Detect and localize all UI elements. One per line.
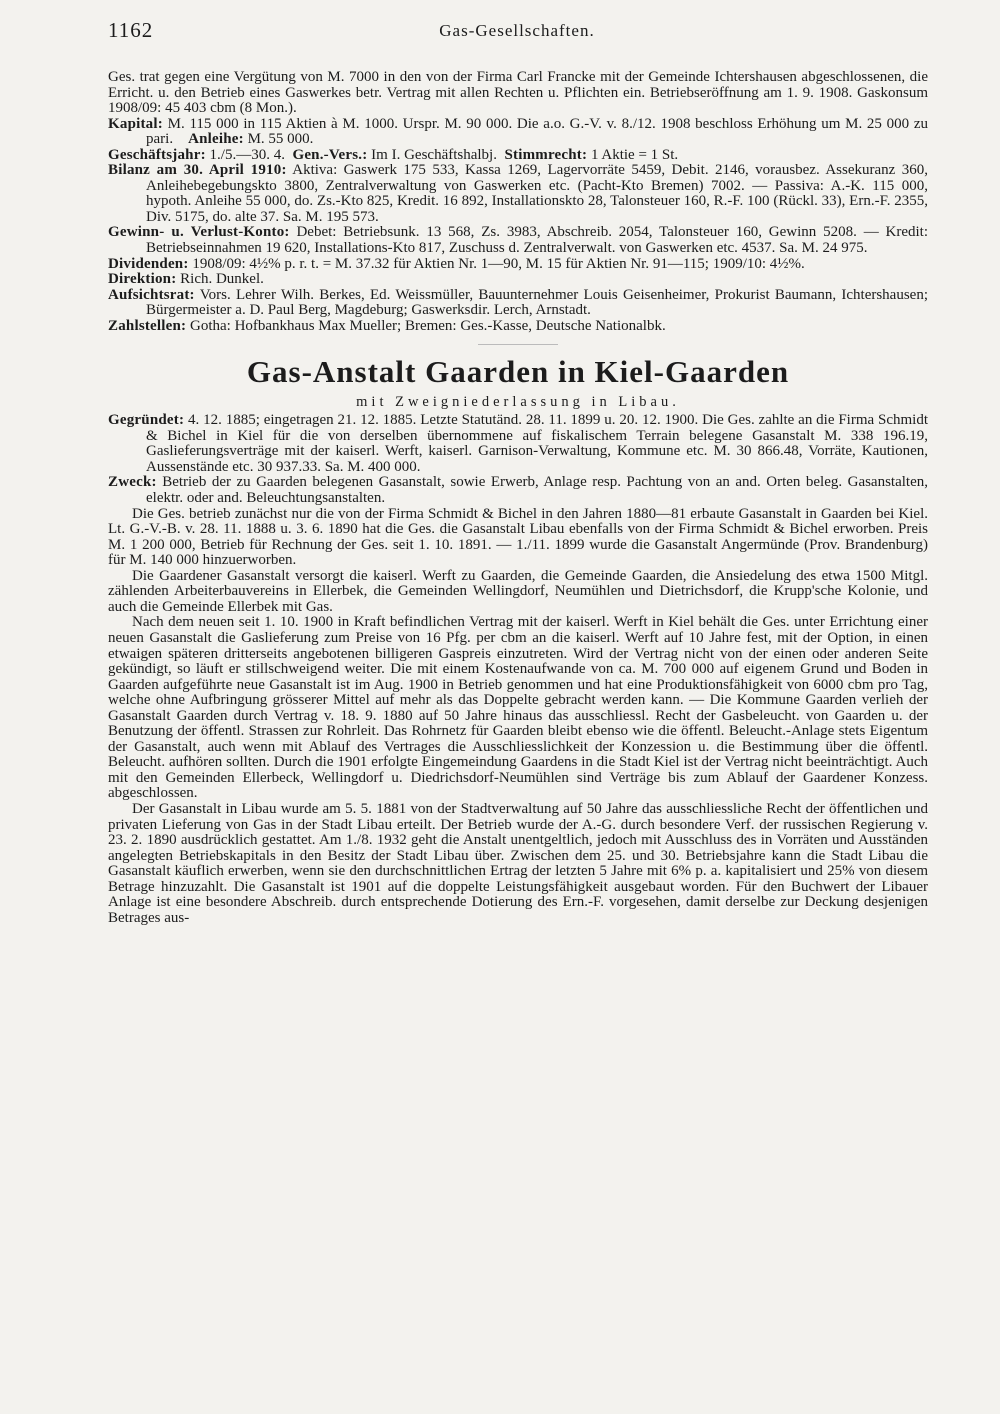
- zs-label: Zahlstellen:: [108, 317, 187, 334]
- gv-label: Gen.-Vers.:: [292, 146, 368, 163]
- running-title: Gas-Gesellschaften.: [439, 21, 595, 40]
- ar-text: Vors. Lehrer Wilh. Berkes, Ed. Weissmüller, Bauunternehmer Louis Geisenheimer, Prokurist Baumann, Ichtershausen; Bürgermeister a. D. Paul Berg, Magdeburg; Gaswerksdir. Lerch, Arnstadt.: [146, 286, 929, 319]
- section1-intro: Ges. trat gegen eine Vergütung von M. 7000 in den von der Firma Carl Francke mit der Gemeinde Ichtershausen abgeschlossenen, die Erricht. u. den Betrieb eines Gaswerkes betr. Vertrag mit allen Rechten u. Pflichten ein. Betriebseröffnung am 1. 9. 1908. Gaskonsum 1908/09: 45 403 cbm (8 Mon.).: [108, 69, 928, 117]
- ar-label: Aufsichtsrat:: [108, 286, 195, 303]
- zahlstellen-paragraph: [108, 319, 928, 335]
- zweck-paragraph: [108, 475, 928, 506]
- direktion-label: Direktion:: [108, 271, 177, 288]
- zweck-text: Betrieb der zu Gaarden belegenen Gasanstalt, sowie Erwerb, Anlage resp. Pachtung von an and. Orten beleg. Gasanstalten, elektr. oder and. Beleuchtungsanstalten.: [146, 474, 928, 507]
- gegr-label: Gegründet:: [108, 412, 185, 429]
- history-paragraph: Die Ges. betrieb zunächst nur die von der Firma Schmidt & Bichel in den Jahren 1880—81 erbaute Gasanstalt in Gaarden bei Kiel. Lt. G.-V.-B. v. 28. 11. 1888 u. 3. 6. 1890 hat die Ges. die Gasanstalt Libau ebenfalls von der Firma Schmidt & Bichel erworben. Preis M. 1 200 000, Betrieb für Rechnung der Ges. seit 1. 10. 1891. — 1./11. 1899 wurde die Gasanstalt Angermünde (Prov. Brandenburg) für M. 140 000 hinzuerworben.: [108, 505, 928, 569]
- page-header: [108, 18, 926, 48]
- section-divider: [478, 344, 558, 345]
- gj-text: 1./5.—30. 4.: [209, 146, 285, 163]
- guv-text: Debet: Betriebsunk. 13 568, Zs. 3983, Abschreib. 2054, Talonsteuer 160, Gewinn 5208. — Kredit: Betriebseinnahmen 19 620, Installations-Kto 817, Zuschuss d. Zentralverwalt. von Gaswerken etc. 4537. Sa. M. 24 975.: [146, 224, 929, 257]
- page-body: [108, 70, 928, 926]
- contract-paragraph: Nach dem neuen seit 1. 10. 1900 in Kraft befindlichen Vertrag mit der kaiserl. Werft in Kiel behält die Ges. unter Errichtung einer neuen Gasanstalt die Gaslieferung zum Preise von 16 Pfg. per cbm an die kaiserl. Werft auf 10 Jahre fest, mit der Option, in einen etwaigen späteren dritterseits angebotenen billigeren Gaspreis einzutreten. Wird der Vertrag nicht von der einen oder anderen Seite gekündigt, so läuft er stillschweigend weiter. Die mit einem Kostenaufwande von ca. M. 700 000 auf eigenem Grund und Boden in Gaarden aufgeführte neue Gasanstalt ist im Aug. 1900 in Betrieb genommen und hat eine Produktionsfähigkeit von 6000 cbm pro Tag, welche ohne Aufbringung grösserer Mittel auf mehr als das Doppelte gebracht werden kann. — Die Kommune Gaarden verlieh der Gasanstalt Gaarden durch Vertrag v. 18. 9. 1880 auf 50 Jahre hinaus das ausschliessl. Recht der Gasbeleucht. von Gaarden u. der Benutzung der öffentl. Strassen zur Rohrleit. Das Rohrnetz für Gaarden bleibt ebenso wie die öffentl. Beleucht.-Anlage stets Eigentum der Gasanstalt, auch wenn mit Ablauf des Vertrages die Ausschliesslichkeit der Konzession u. die Bestimmung über die öffentl. Beleucht. aufhören sollten. Durch die 1901 erfolgte Eingemeindung Gaardens in die Stadt Kiel ist der Vertrag nicht beeinträchtigt. Auch mit den Gemeinden Ellerbeck, Wellingdorf u. Diedrichsdorf-Neumühlen sind Verträge bis zum Ablauf der Gaardener Konzess. abgeschlossen.: [108, 614, 928, 802]
- aufsichtsrat-paragraph: [108, 288, 928, 319]
- kapital-label: Kapital:: [108, 115, 163, 132]
- company-subtitle: mit Zweigniederlassung in Libau.: [356, 394, 680, 411]
- guv-paragraph: [108, 225, 928, 256]
- gv-text: Im I. Geschäftshalbj.: [371, 146, 497, 163]
- page-number: 1162: [108, 18, 154, 42]
- kapital-text: M. 115 000 in 115 Aktien à M. 1000. Urspr. M. 90 000. Die a.o. G.-V. v. 8./12. 1908 beschloss Erhöhung um M. 25 000 zu pari.: [146, 115, 929, 148]
- kapital-paragraph: [108, 117, 928, 148]
- direktion-paragraph: [108, 272, 928, 288]
- libau-paragraph: Der Gasanstalt in Libau wurde am 5. 5. 1881 von der Stadtverwaltung auf 50 Jahre das ausschliessliche Recht der öffentlichen und privaten Lieferung von Gas in der Stadt Libau erteilt. Der Betrieb wurde der A.-G. durch besondere Verf. der russischen Regierung v. 23. 2. 1890 ausdrücklich gestattet. Am 1./8. 1932 geht die Anstalt unentgeltlich, jedoch mit Ausschluss des in Vorräten und Ausständen angelegten Betriebskapitals in den Besitz der Stadt Libau über. Zwischen dem 25. und 30. Betriebsjahre kann die Stadt Libau die Gasanstalt käuflich erwerben, wenn sie den durchschnittlichen Ertrag der letzten 5 Jahre mit 6% p. a. kapitalisiert und 25% von diesem Betrage hinzuzahlt. Die Gasanstalt ist 1901 auf die doppelte Leistungsfähigkeit ausgebaut worden. Für den Buchwert der Libauer Anlage ist eine besondere Abschreib. durch entsprechende Dotierung des Ern.-F. vorgesehen, damit derselbe zur Deckung desjenigen Betrages aus-: [108, 800, 928, 926]
- zweck-label: Zweck:: [108, 474, 157, 491]
- bilanz-paragraph: [108, 163, 928, 225]
- stimmrecht-text: 1 Aktie = 1 St.: [590, 146, 679, 163]
- direktion-text: Rich. Dunkel.: [180, 271, 264, 288]
- stimmrecht-label: Stimmrecht:: [504, 146, 588, 163]
- bilanz-label: Bilanz am 30. April 1910:: [108, 162, 287, 179]
- company-title: Gas-Anstalt Gaarden in Kiel-Gaarden: [246, 354, 790, 390]
- supply-paragraph: Die Gaardener Gasanstalt versorgt die kaiserl. Werft zu Gaarden, die Gemeinde Gaarden, die Ansiedelung des etwa 1500 Mitgl. zählenden Arbeiterbauvereins in Ellerbek, die Gemeinden Wellingdorf, Neumühlen und Dietrichsdorf, die Krupp'sche Kolonie, und auch die Gemeinde Ellerbek mit Gas.: [108, 567, 928, 615]
- guv-label: Gewinn- u. Verlust-Konto:: [108, 224, 290, 241]
- geschaeftsjahr-paragraph: [108, 148, 928, 164]
- gegr-text: 4. 12. 1885; eingetragen 21. 12. 1885. Letzte Statutänd. 28. 11. 1899 u. 20. 12. 1900. Die Ges. zahlte an die Firma Schmidt & Bichel in Kiel für die von derselben übernommene auf fiskalischem Terrain belegene Gasanstalt M. 338 196.19, Gaslieferungsverträge mit der kaiserl. Werft, kaiserl. Garnison-Verwaltung, Kommune etc. M. 30 866.48, Vorräte, Kautionen, Aussenstände etc. 30 937.33. Sa. M. 400 000.: [146, 412, 929, 475]
- bilanz-text: Aktiva: Gaswerk 175 533, Kassa 1269, Lagervorräte 5459, Debit. 2146, vorausbez. Assekuranz 360, Anleihebegebungskto 3800, Zentralverwaltung von Gaswerken etc. (Pacht-Kto Bremen) 7002. — Passiva: A.-K. 115 000, hypoth. Anleihe 55 000, do. Zs.-Kto 825, Kredit. 16 892, Installationskto 28, Talonsteuer 160, R.-F. 100 (Rückl. 33), Ern.-F. 2355, Div. 5175, do. alte 37. Sa. M. 195 573.: [146, 162, 928, 225]
- zs-text: Gotha: Hofbankhaus Max Mueller; Bremen: Ges.-Kasse, Deutsche Nationalbk.: [190, 317, 666, 334]
- anleihe-text: M. 55 000.: [247, 131, 314, 148]
- div-label: Dividenden:: [108, 255, 189, 272]
- gj-label: Geschäftsjahr:: [108, 146, 206, 163]
- dividenden-paragraph: [108, 257, 928, 273]
- anleihe-label: Anleihe:: [188, 131, 244, 148]
- div-text: 1908/09: 4½% p. r. t. = M. 37.32 für Aktien Nr. 1—90, M. 15 für Aktien Nr. 91—115; 1909/10: 4½%.: [192, 255, 805, 272]
- gegruendet-paragraph: [108, 413, 928, 475]
